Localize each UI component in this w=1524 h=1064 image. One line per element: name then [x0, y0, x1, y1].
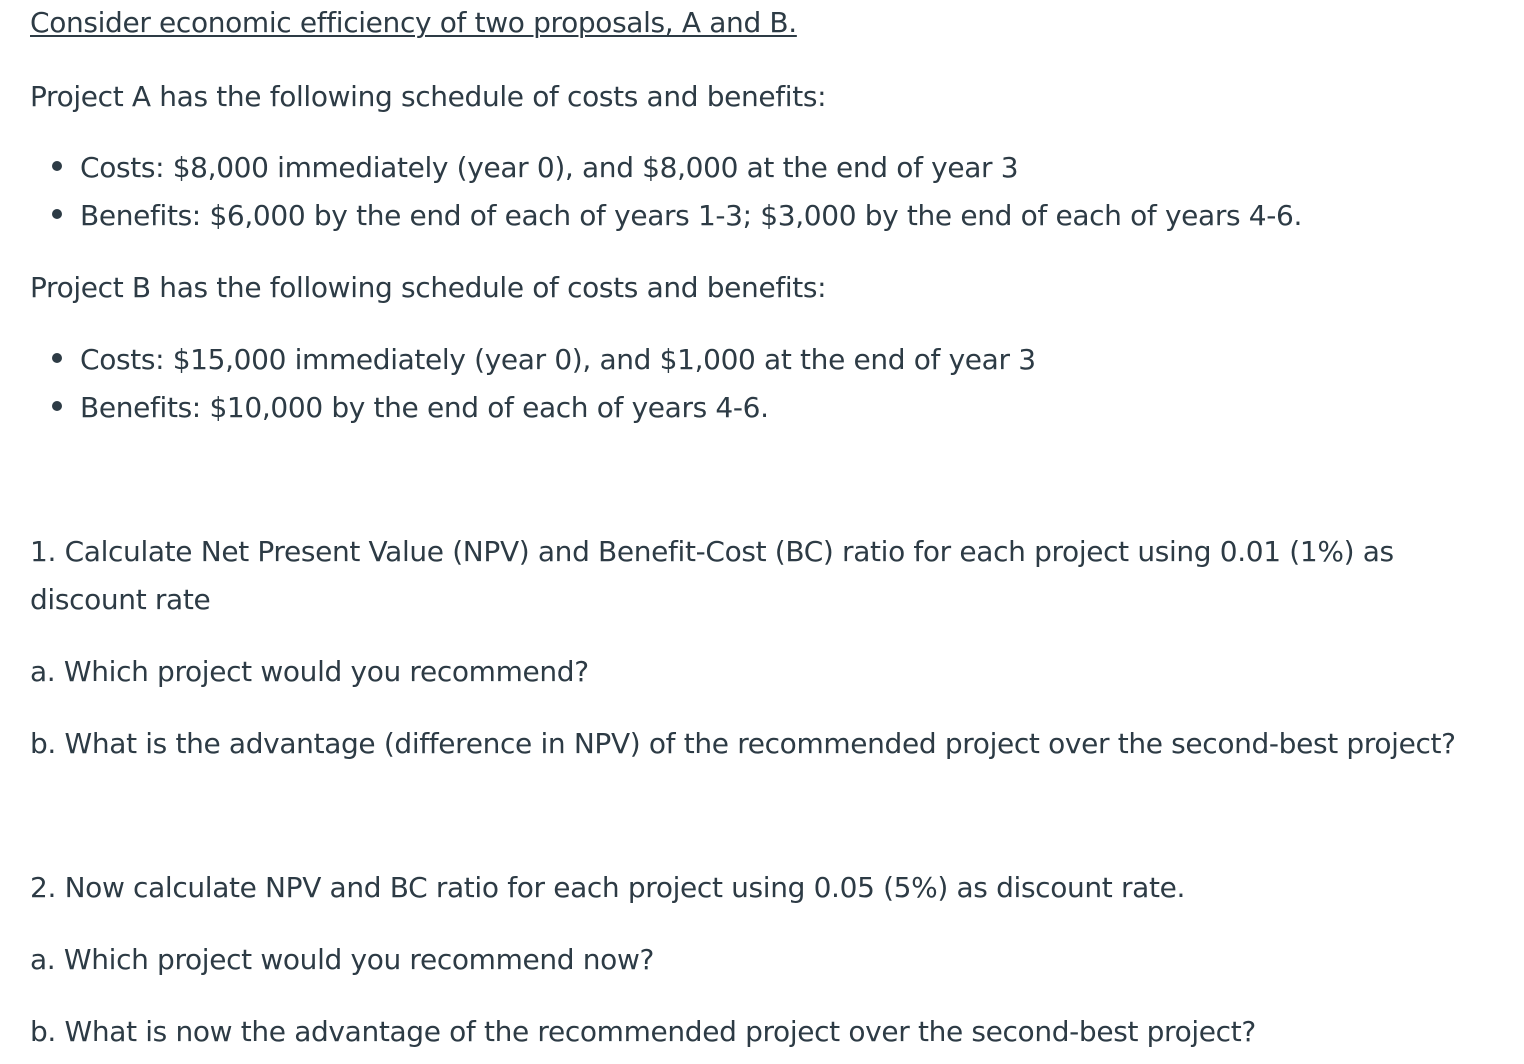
project-a-intro: Project A has the following schedule of costs and benefits:	[30, 80, 827, 113]
project-b-benefits-text: Benefits: $10,000 by the end of each of years 4-6.	[80, 391, 769, 424]
question-2b: b. What is now the advantage of the recommended project over the second-best project?	[30, 1015, 1256, 1048]
document-title: Consider economic efficiency of two proposals, A and B.	[30, 6, 797, 39]
question-2-line-1: 2. Now calculate NPV and BC ratio for each project using 0.05 (5%) as discount rate.	[30, 871, 1186, 904]
question-1-line-2: discount rate	[30, 583, 211, 616]
project-b-benefits-item	[52, 391, 769, 425]
project-a-costs-text: Costs: $8,000 immediately (year 0), and $8,000 at the end of year 3	[80, 151, 1019, 184]
project-a-benefits-item	[52, 199, 1302, 233]
project-b-costs-item	[52, 343, 1036, 377]
question-1-line-1: 1. Calculate Net Present Value (NPV) and Benefit-Cost (BC) ratio for each project using 0.01 (1%) as	[30, 535, 1394, 568]
bullet-icon	[52, 401, 62, 411]
bullet-icon	[52, 161, 62, 171]
bullet-icon	[52, 209, 62, 219]
question-2a: a. Which project would you recommend now?	[30, 943, 655, 976]
bullet-icon	[52, 353, 62, 363]
question-1b: b. What is the advantage (difference in NPV) of the recommended project over the second-best project?	[30, 727, 1456, 760]
project-b-intro: Project B has the following schedule of costs and benefits:	[30, 271, 827, 304]
project-b-costs-text: Costs: $15,000 immediately (year 0), and $1,000 at the end of year 3	[80, 343, 1036, 376]
question-1a: a. Which project would you recommend?	[30, 655, 589, 688]
project-a-costs-item	[52, 151, 1018, 185]
project-a-benefits-text: Benefits: $6,000 by the end of each of years 1-3; $3,000 by the end of each of years 4-6.	[80, 199, 1303, 232]
